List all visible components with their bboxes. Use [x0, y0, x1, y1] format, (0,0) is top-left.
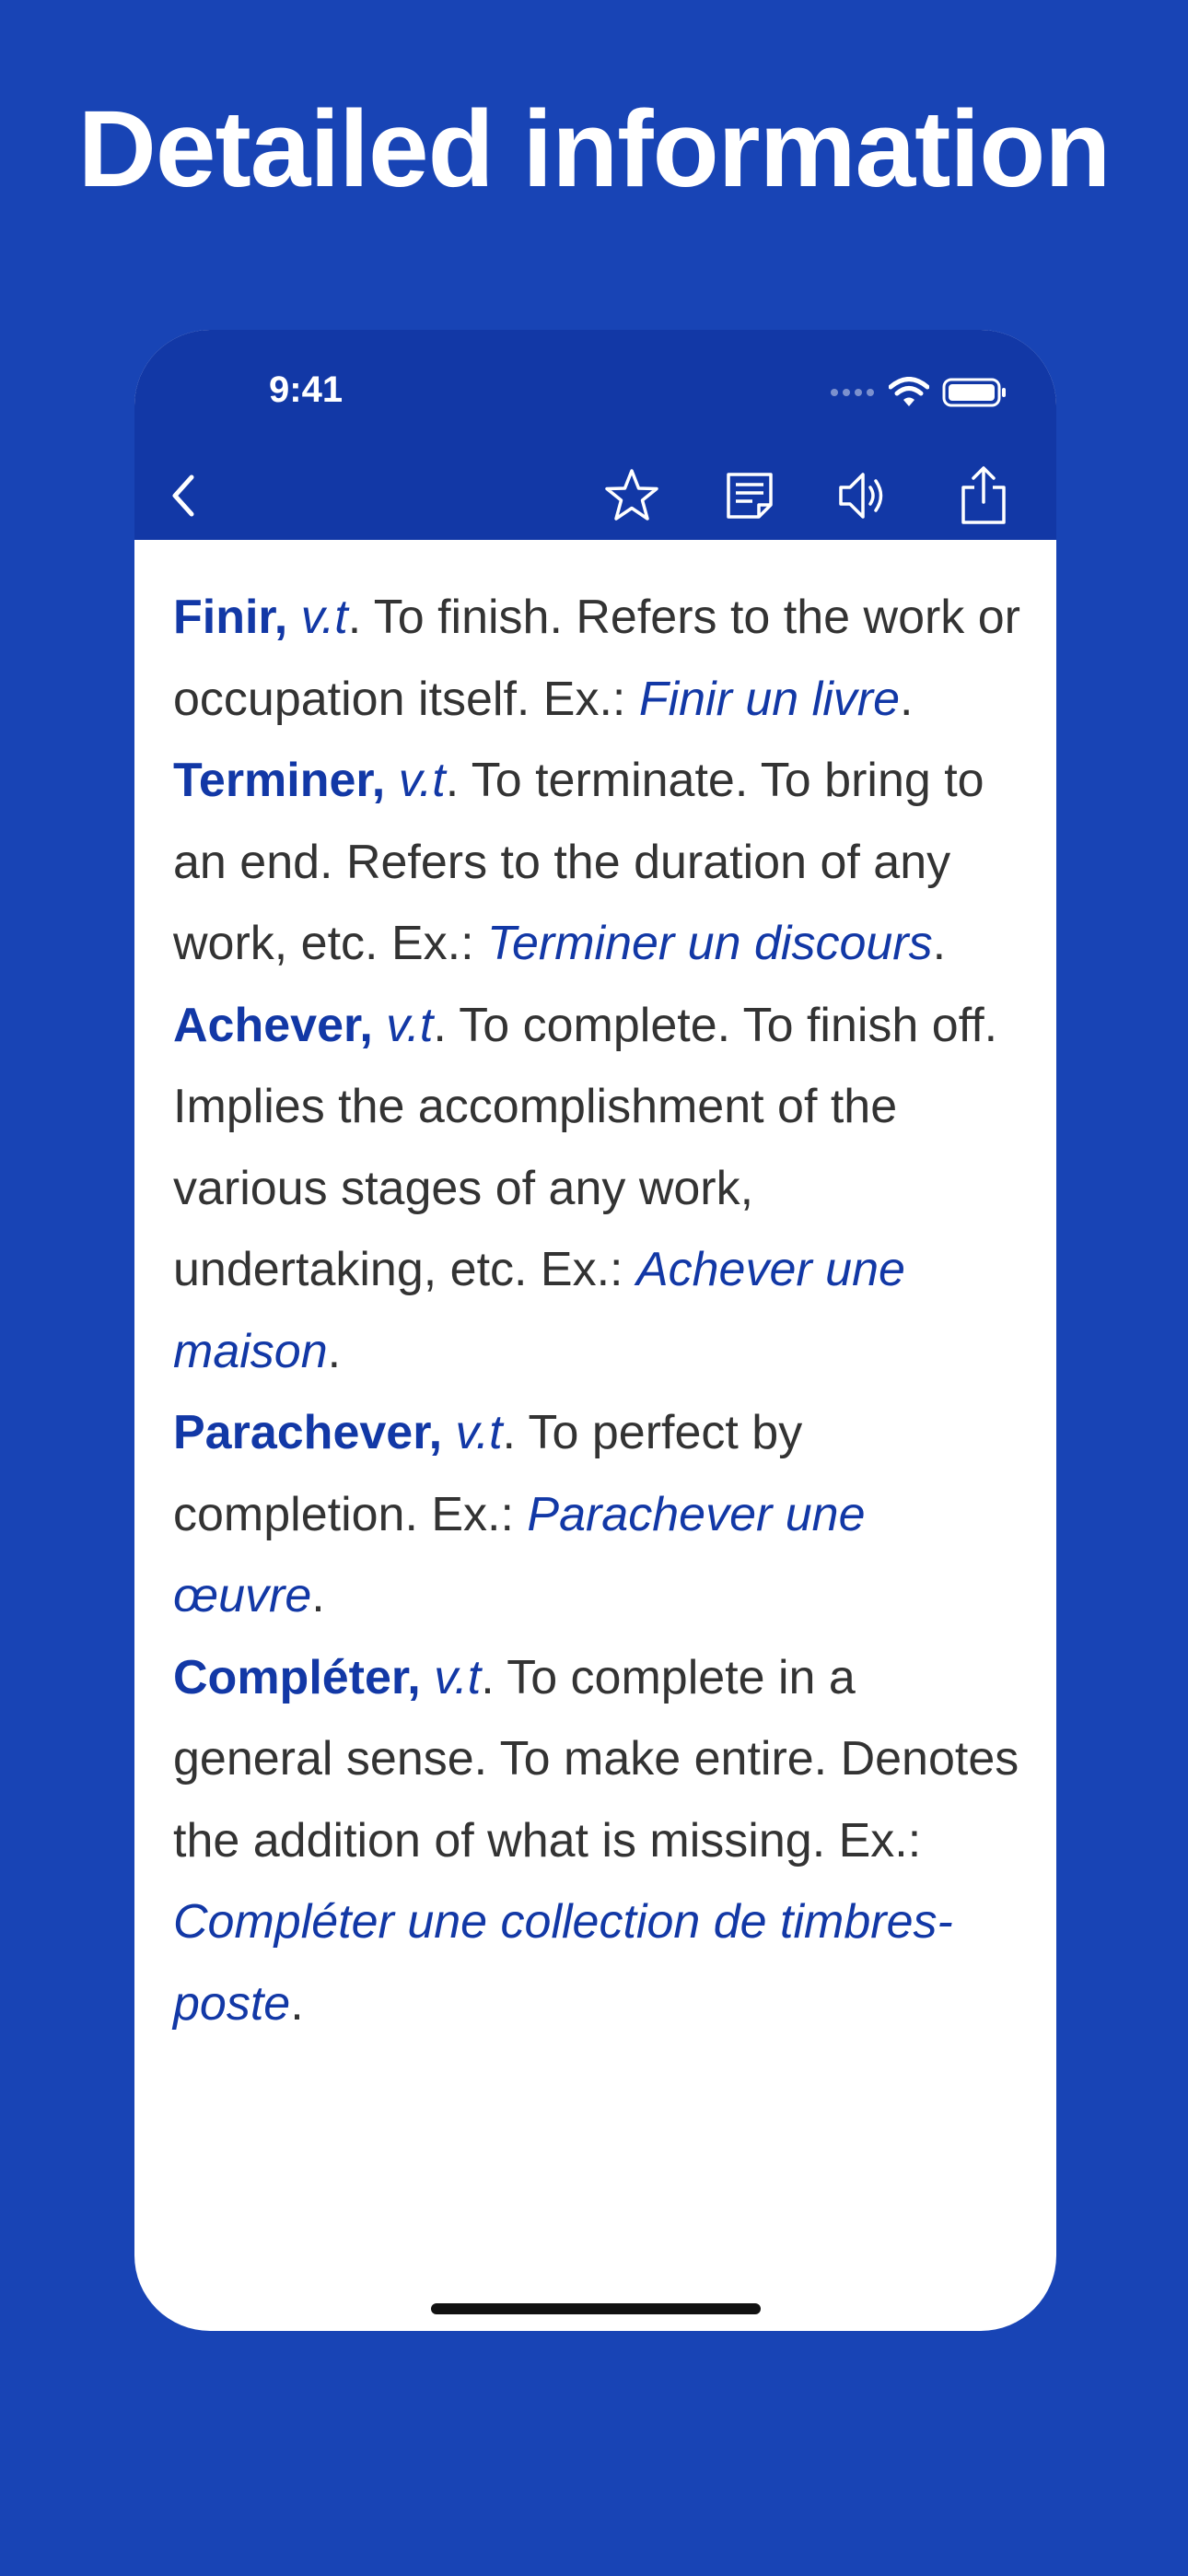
status-time: 9:41: [269, 369, 344, 410]
definition-text: . To perfect by completion. Ex.:: [173, 1406, 803, 1541]
part-of-speech: v.t: [398, 754, 446, 807]
battery-icon: [942, 377, 1008, 408]
note-icon: [724, 470, 775, 521]
entry-end: .: [932, 917, 947, 970]
navigation-header: [134, 330, 1056, 540]
status-icons: [831, 374, 1008, 411]
definition-text: . To finish. Refers to the work or occupation itself. Ex.:: [173, 591, 1020, 726]
share-button[interactable]: [954, 466, 1013, 525]
headword: Achever,: [173, 998, 373, 1052]
example-text: Achever une maison: [173, 1243, 905, 1378]
part-of-speech: v.t: [386, 998, 434, 1052]
headword: Compléter,: [173, 1650, 421, 1704]
phone-frame: [134, 330, 1056, 2331]
back-button[interactable]: [153, 466, 212, 525]
signal-dots-icon: [831, 389, 874, 396]
entry-end: .: [900, 672, 914, 726]
entry-finir: [173, 577, 1020, 740]
example-text: Finir un livre: [638, 672, 900, 726]
definition-text: . To complete in a general sense. To make entire. Denotes the addition of what is missing. Ex.:: [173, 1650, 1019, 1868]
example-text: Terminer un discours: [486, 917, 933, 970]
example-text: Parachever une œuvre: [173, 1487, 866, 1622]
headword: Terminer,: [173, 754, 386, 807]
note-button[interactable]: [720, 466, 779, 525]
toolbar: [134, 448, 1056, 540]
entry-achever: [173, 985, 1020, 1393]
share-icon: [958, 465, 1009, 526]
entry-end: .: [311, 1569, 325, 1622]
pronounce-button[interactable]: [834, 466, 893, 525]
part-of-speech: v.t: [300, 591, 348, 644]
favorite-button[interactable]: [602, 466, 661, 525]
speaker-icon: [835, 467, 892, 524]
home-indicator: [431, 2303, 761, 2314]
entry-end: .: [327, 1324, 342, 1378]
part-of-speech: v.t: [434, 1650, 482, 1704]
definition-text: . To complete. To finish off. Implies the accomplishment of the various stages of any work, undertaking, etc. Ex.:: [173, 998, 998, 1296]
entry-end: .: [290, 1976, 304, 2031]
back-icon: [164, 470, 201, 521]
headword: Parachever,: [173, 1406, 443, 1459]
definition-text: . To terminate. To bring to an end. Refers to the duration of any work, etc. Ex.:: [173, 754, 984, 970]
promo-headline: Detailed information: [77, 88, 1111, 210]
star-icon: [603, 467, 660, 524]
headword: Finir,: [173, 591, 288, 644]
example-text: Compléter une collection de timbres-poste: [173, 1895, 953, 2031]
entry-parachever: [173, 1392, 1020, 1637]
wifi-icon: [889, 377, 929, 408]
entry-completer: [173, 1637, 1020, 2045]
entry-terminer: [173, 740, 1020, 985]
definition-content: [173, 577, 1020, 2044]
part-of-speech: v.t: [455, 1406, 503, 1459]
